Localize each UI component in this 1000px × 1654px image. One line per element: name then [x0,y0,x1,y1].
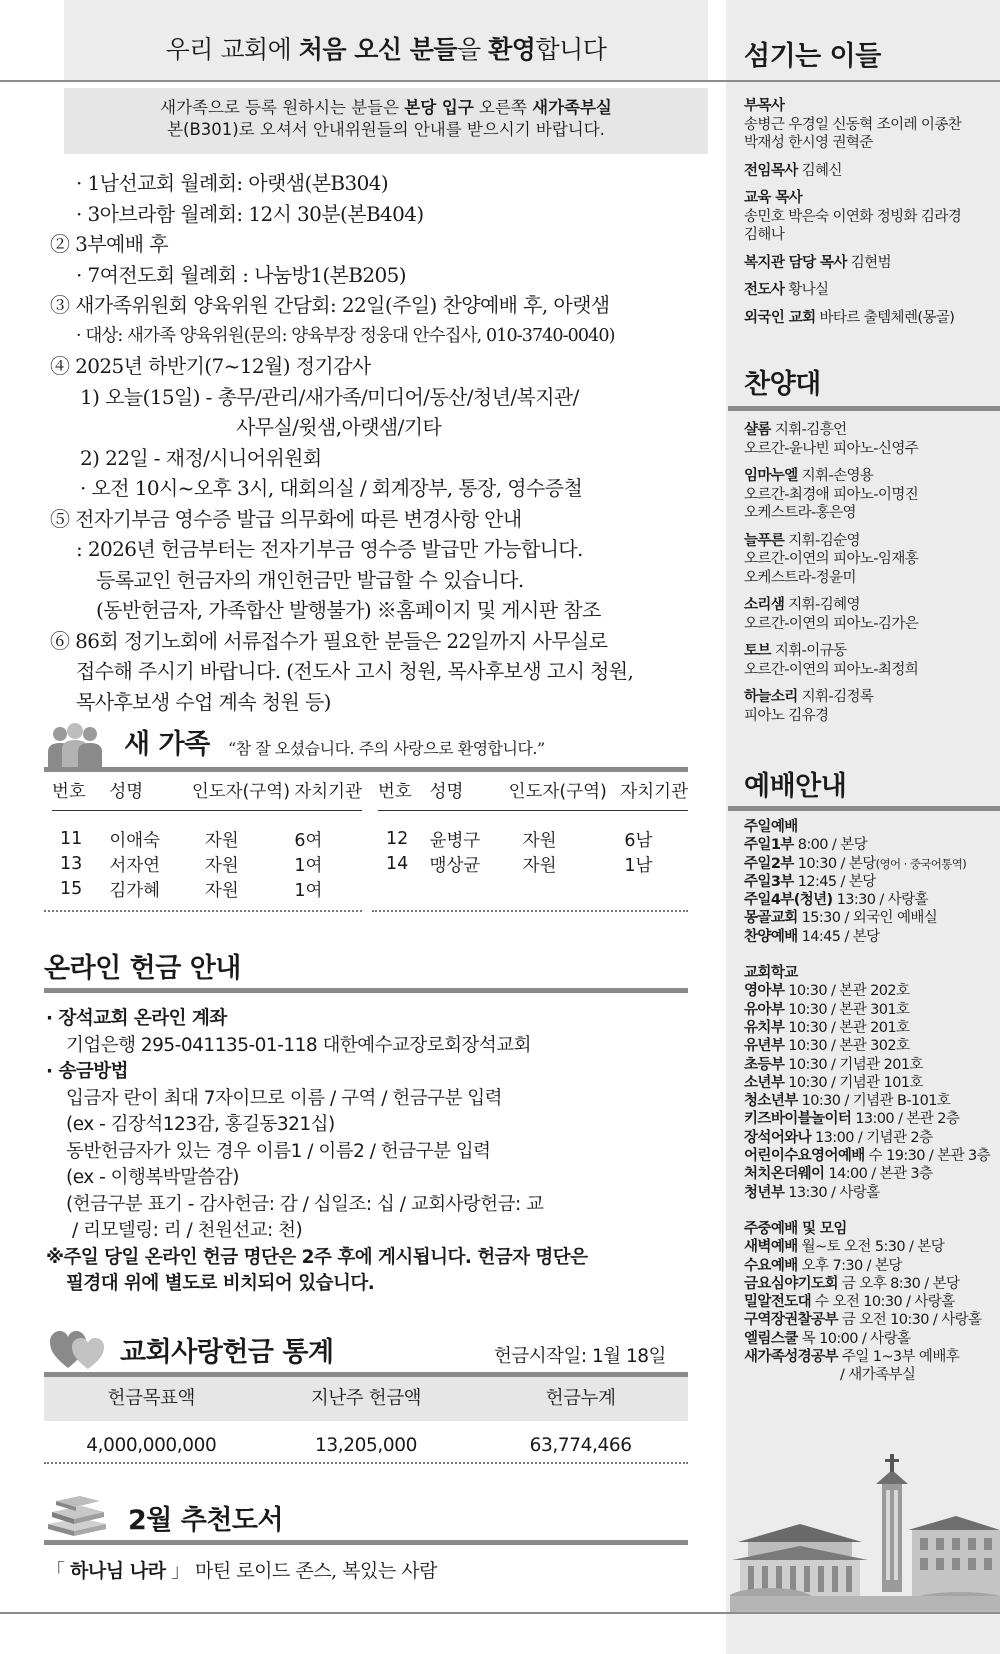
list-item: 샬롬 지휘-김흥언 오르간-윤나빈 피아노-신영주 [744,422,919,457]
announcement-line: ② 3부예배 후 [50,232,168,256]
bottom-divider [0,1612,1000,1614]
col-header-guide: 인도자(구역) [192,772,295,810]
announcement-list [50,168,710,717]
announcement-line: · 7여전도회 월례회 : 나눔방1(본B205) [76,262,406,287]
offering-start-date: 헌금시작일: 1월 18일 [494,1346,666,1367]
love-offering-header [44,1377,688,1421]
list-item: 소리샘 지휘-김혜영 오르간-이연의 피아노-김가은 [744,597,919,632]
new-family-table-right [378,772,688,877]
table-row: 11 이애숙 자원 6여 [60,829,323,851]
new-family-table-left [52,772,362,902]
list-item: 늘푸른 지휘-김순영 오르간-이연의 피아노-임재홍 오케스트라-정윤미 [744,532,919,586]
list-item: 외국인 교회 바타르 출템체렌(몽골) [744,309,955,326]
announcement-line: 1) 오늘(15일) - 총무/관리/새가족/미디어/동산/청년/복지관/ [80,384,579,409]
love-offering-title: 교회사랑헌금 통계 [120,1337,334,1368]
announcement-line: ④ 2025년 하반기(7~12월) 정기감사 [50,354,371,378]
online-offering-title: 온라인 헌금 안내 [44,953,241,984]
announcement-line: (동반헌금자, 가족합산 발행불가) ※홈페이지 및 게시판 참조 [96,598,601,622]
announcement-line: 목사후보생 수업 계속 청원 등) [76,689,331,714]
last-week-value: 13,205,000 [315,1435,417,1456]
col-header-name: 성명 [430,772,509,810]
announcement-line: · 오전 10시~오후 3시, 대회의실 / 회계장부, 통장, 영수증철 [80,476,583,500]
dotted-divider [372,910,688,912]
col-header-name: 성명 [109,772,191,810]
table-row: 14 맹상균 자원 1남 [386,854,653,876]
online-offering-body: · 장석교회 온라인 계좌 기업은행 295-041135-01-118 대한예수교장로회장석교회 · 송금방법 입금자 란이 최대 7자이므로 이름 / 구역 / 헌금구분 입력 (ex - 김장석123감, 홍길동321십) 동반헌금자가 있는 경우 이름1 / 이름2 / 헌금구분 입력 (ex - 이행복박말씀감) (헌금구분 표기 - 감사헌금: 감 / 십일조: 십 / 교회사랑헌금: 교 / 리모델링: 리 / 천원선교: 천) ※주일 당일 온라인 헌금 명단은 2주 후에 게시됩니다. 헌금자 명단은 필경대 위에 별도로 비치되어 있습니다. [46,1008,588,1294]
worship-guide: 주일예배 주일1부 8:00 / 본당 주일2부 10:30 / 본당(영어 · 중국어통역) 주일3부 12:45 / 본당 주일4부(청년) 13:30 / 사랑홀 몽골교회 15:30 / 외국인 예배실 찬양예배 14:45 / 본당 교회학교 영아부 10:30 / 본관 202호 유아부 10:30 / 본관 301호 유치부 10:30 / 본관 201호 유년부 10:30 / 본관 302호 초등부 10:30 / 기념관 201호 소년부 10:30 / 기념관 101호 청소년부 10:30 / 기념관 B-101호 키즈바이블놀이터 13:00 / 본관 2층 장석어와나 13:00 / 기념관 2층 어린이수요영어예배 수 19:30 / 본관 3층 처치온더웨이 14:00 / 본관 3층 청년부 13:30 / 사랑홀 주중예배 및 모임 새벽예배 월~토 오전 5:30 / 본당 수요예배 오후 7:30 / 본당 금요심야기도회 금 오후 8:30 / 본당 밀알전도대 수 오전 10:30 / 사랑홀 구역장권찰공부 금 오전 10:30 / 사랑홀 엘림스쿨 목 10:00 / 사랑홀 새가족성경공부 주일 1~3부 예배후 / 새가족부실 [744,819,991,1384]
announcement-line: : 2026년 헌금부터는 전자기부금 영수증 발급만 가능합니다. [76,537,583,561]
col-header-number: 번호 [378,772,430,810]
announcement-line: 사무실/윗샘,아랫샘/기타 [236,415,442,439]
choir-list [744,421,994,734]
list-item: 전도사 황나실 [744,282,829,298]
new-family-quote: “참 잘 오셨습니다. 주의 사랑으로 환영합니다.” [228,739,545,758]
section-bar [44,1540,688,1545]
announcement-line: 접수해 주시기 바랍니다. (전도사 고시 청원, 목사후보생 고시 청원, [76,659,634,683]
announcement-line: · 대상: 새가족 양육위원(문의: 양육부장 정웅대 안수집사, 010-3740-0040) [76,325,615,346]
goal-value: 4,000,000,000 [86,1435,217,1456]
new-family-title: 새 가족 [124,729,210,760]
love-offering-values [44,1426,688,1466]
section-bar [728,406,1000,411]
announcement-line: 등록교인 헌금자의 개인헌금만 발급할 수 있습니다. [96,567,524,592]
announcement-line: ③ 새가족위원회 양육위원 간담회: 22일(주일) 찬양예배 후, 아랫샘 [50,293,610,317]
dotted-divider [44,1462,688,1464]
col-header-org: 자치기관 [294,772,362,810]
church-illustration [730,1450,1000,1612]
choir-title: 찬양대 [744,369,821,400]
welcome-notice: 새가족으로 등록 원하시는 분들은 본당 입구 오른쪽 새가족부실 본(B301)로 오셔서 안내위원들의 안내를 받으시기 바랍니다. [64,88,708,154]
list-item: 토브 지휘-이규동 오르간-이연의 피아노-최정희 [744,643,919,678]
announcement-line: · 1남선교회 월례회: 아랫샘(본B304) [76,171,389,195]
table-row: 12 윤병구 자원 6남 [386,829,653,851]
announcement-line: · 3아브라함 월례회: 12시 30분(본B404) [76,201,424,226]
list-item: 임마누엘 지휘-손영용 오르간-최경애 피아노-이명진 오케스트라-홍은영 [744,468,919,521]
col-header-goal: 헌금목표액 [107,1388,195,1409]
servants-title: 섬기는 이들 [744,41,881,72]
announcement-line: ⑤ 전자기부금 영수증 발급 의무화에 따른 변경사항 안내 [50,506,522,531]
table-row: 15 김가혜 자원 1여 [60,879,323,901]
section-bar [44,988,688,993]
col-header-last-week: 지난주 헌금액 [310,1388,422,1409]
list-item: 부목사 송병근 우경일 신동혁 조이레 이종찬 박재성 한시영 권혁준 [744,98,962,151]
top-divider [0,80,1000,82]
people-icon [44,722,106,770]
announcement-line: ⑥ 86회 정기노회에 서류접수가 필요한 분들은 22일까지 사무실로 [50,628,608,653]
table-row: 13 서자연 자원 1여 [60,854,323,876]
list-item: 하늘소리 지휘-김정록 피아노 김유경 [744,689,874,724]
welcome-title: 우리 교회에 처음 오신 분들을 환영합니다 [165,35,607,64]
list-item: 전임목사 김혜신 [744,162,842,179]
list-item: 교육 목사 송민호 박은숙 이연화 정빙화 김라경 김해나 [744,190,962,243]
books-icon [46,1494,108,1538]
worship-title: 예배안내 [744,771,847,802]
col-header-guide: 인도자(구역) [509,772,621,810]
dotted-divider [44,910,362,912]
list-item: 복지관 담당 목사 김현범 [744,254,891,271]
col-header-org: 자치기관 [620,772,688,810]
section-bar [728,806,1000,811]
total-value: 63,774,466 [529,1435,632,1456]
col-header-total: 헌금누계 [545,1388,616,1409]
hearts-icon [50,1330,106,1370]
col-header-number: 번호 [52,772,109,810]
servants-list [744,97,994,336]
book-recommendation: 「 하나님 나라 」 마틴 로이드 존스, 복있는 사람 [46,1560,437,1582]
books-title: 2월 추천도서 [128,1505,284,1536]
announcement-line: 2) 22일 - 재정/시니어위원회 [80,445,322,470]
